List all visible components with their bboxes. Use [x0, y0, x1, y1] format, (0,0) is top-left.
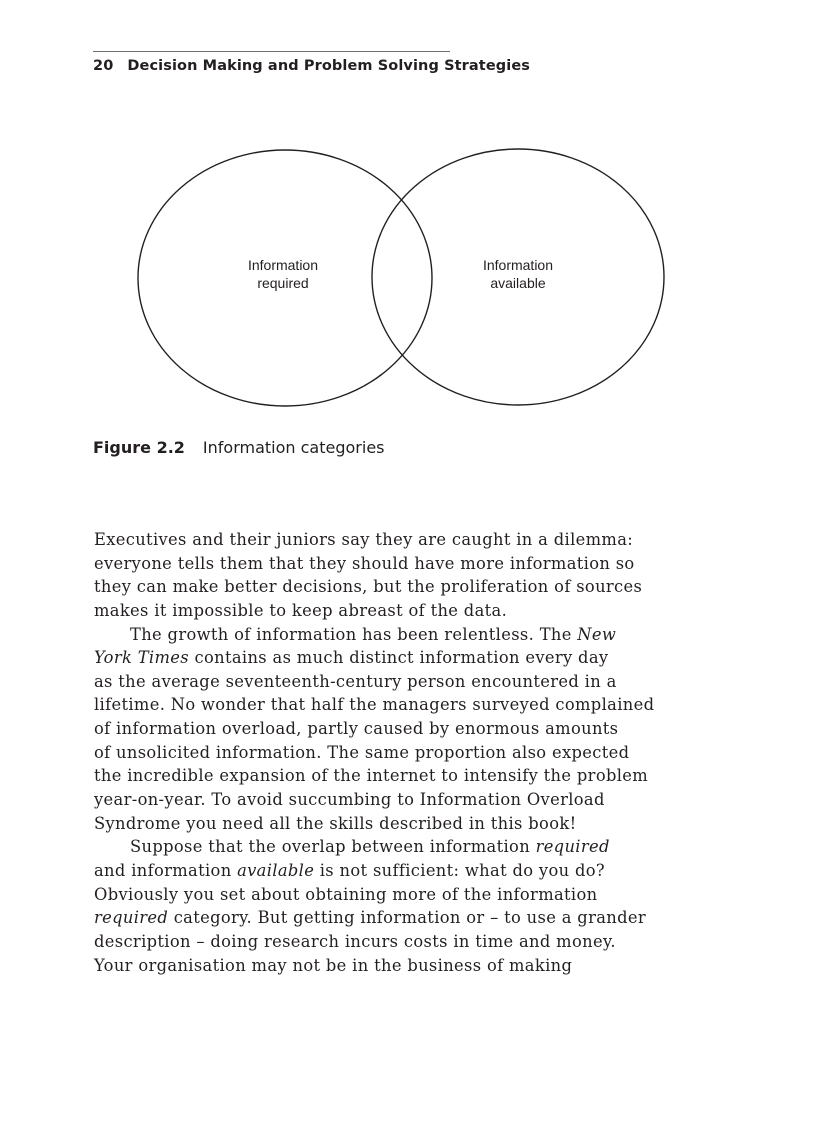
italic-run: New — [577, 624, 617, 644]
text-line — [94, 859, 694, 883]
information-available-label — [448, 257, 588, 292]
text-line: makes it impossible to keep abreast of the data. — [94, 600, 508, 620]
available-label-line2: available — [490, 274, 546, 291]
page-number: 20 — [93, 58, 114, 74]
venn-diagram-figure — [0, 0, 816, 430]
required-label-line2: required — [257, 274, 309, 291]
figure-caption — [93, 438, 385, 457]
text-run: is not sufficient: what do you do? — [314, 860, 605, 880]
text-run: Suppose that the overlap between information — [130, 837, 536, 857]
text-line: of information overload, partly caused by enormous amounts — [94, 719, 619, 739]
text-run: The growth of information has been relentless. The — [130, 624, 578, 644]
figure-caption-text: Information categories — [202, 438, 385, 457]
italic-run: required — [535, 837, 610, 857]
text-line: as the average seventeenth-century person encountered in a — [94, 671, 617, 691]
body-text — [94, 528, 694, 977]
text-line: description – doing research incurs costs in time and money. — [94, 931, 616, 951]
italic-run: available — [237, 860, 315, 880]
text-line: the incredible expansion of the internet to intensify the problem — [94, 766, 649, 786]
text-line — [94, 623, 694, 647]
text-line: Your organisation may not be in the business of making — [94, 955, 573, 975]
information-required-label — [213, 257, 353, 292]
text-line — [94, 906, 694, 930]
text-line: Syndrome you need all the skills described in this book! — [94, 813, 577, 833]
text-run: category. But getting information or – to use a grander — [168, 908, 646, 928]
text-run: contains as much distinct information every day — [188, 648, 609, 668]
required-label-line1: Information — [247, 257, 319, 273]
venn-diagram — [0, 0, 816, 430]
running-head-title: Decision Making and Problem Solving Strategies — [127, 58, 530, 74]
text-line: Obviously you set about obtaining more of the information — [94, 884, 598, 904]
text-line: of unsolicited information. The same proportion also expected — [94, 742, 630, 762]
italic-run: required — [94, 908, 169, 928]
text-line: they can make better decisions, but the proliferation of sources — [94, 577, 643, 597]
figure-caption-label: Figure 2.2 — [93, 438, 185, 457]
text-line: year-on-year. To avoid succumbing to Information Overload — [94, 790, 605, 810]
available-label-line1: Information — [482, 257, 554, 273]
italic-run: York Times — [94, 648, 189, 668]
text-line — [94, 835, 694, 859]
text-line — [94, 646, 694, 670]
text-run: and information — [94, 860, 238, 880]
text-line: lifetime. No wonder that half the managers surveyed complained — [94, 695, 655, 715]
text-line: Executives and their juniors say they are caught in a dilemma: — [94, 530, 634, 549]
text-line: everyone tells them that they should have more information so — [94, 553, 635, 573]
